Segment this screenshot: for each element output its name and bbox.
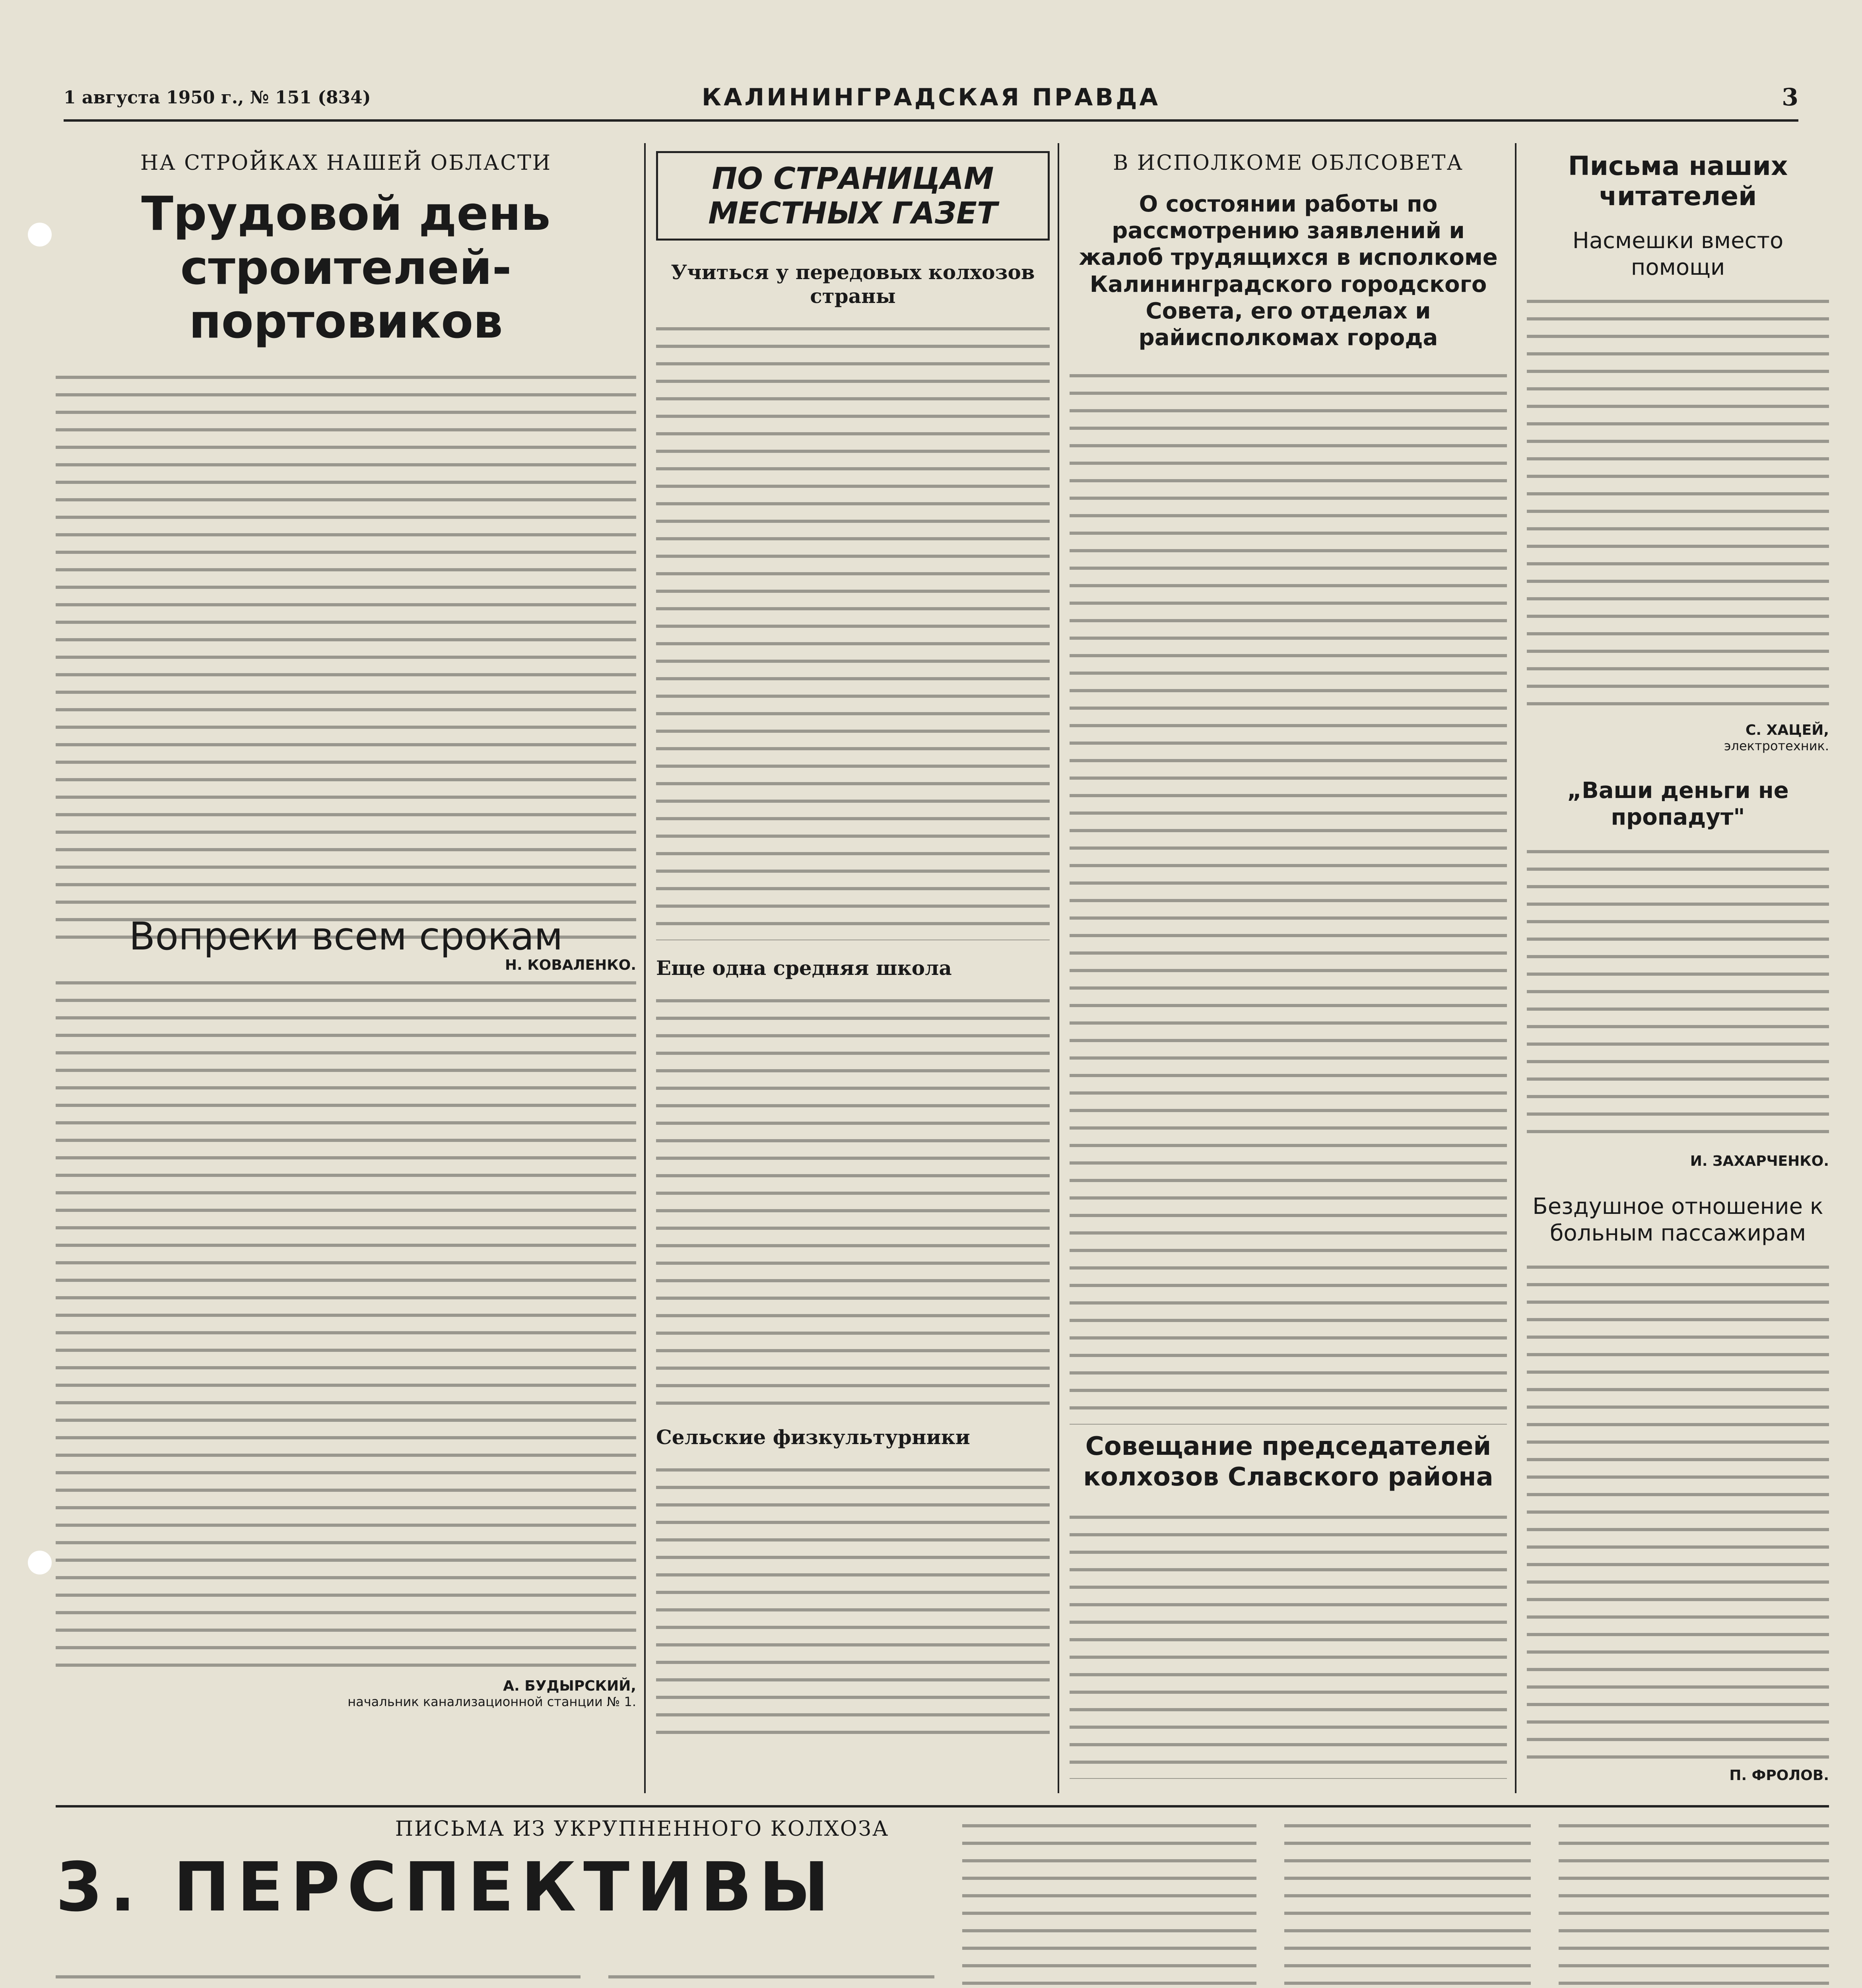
readers-letters-section [1527,151,1829,1784]
rubric: В ИСПОЛКОМЕ ОБЛСОВЕТА [1113,151,1464,175]
rubric: НА СТРОЙКАХ НАШЕЙ ОБЛАСТИ [140,151,552,175]
byline: И. ЗАХАРЧЕНКО. [1690,1153,1829,1169]
article-body [656,320,1050,940]
binding-hole [28,223,52,247]
article-body [1284,1817,1531,1988]
article-body [656,992,1050,1409]
article-headline: Еще одна средняя школа [656,956,952,980]
article-body [1559,1817,1829,1988]
article-body [56,369,636,949]
article-body [656,1461,1050,1740]
article-headline: 3. ПЕРСПЕКТИВЫ [56,1848,837,1927]
article-body [608,1968,934,1988]
byline: А. БУДЫРСКИЙ, [503,1678,636,1695]
byline-position: электротехник. [1724,738,1829,754]
byline: П. ФРОЛОВ. [1729,1767,1829,1784]
rubric: ПИСЬМА ИЗ УКРУПНЕННОГО КОЛХОЗА [395,1817,889,1841]
article-body [56,1968,581,1988]
article-body [1527,843,1829,1145]
byline: С. ХАЦЕЙ, [1745,722,1829,739]
article-body [1070,1508,1507,1779]
byline-position: начальник канализационной станции № 1. [348,1694,636,1710]
article-headline: Трудовой день строителей-портовиков [141,186,551,349]
section-divider [56,1805,1829,1807]
article-headline: „Ваши деньги не пропадут" [1567,778,1789,831]
byline: Н. КОВАЛЕНКО. [505,957,636,974]
section-rubric: Письма наших читателей [1568,151,1788,212]
article-headline: Учиться у передовых колхозов страны [671,260,1035,308]
article-headline: Вопреки всем срокам [129,914,563,959]
article-body [56,974,636,1670]
page-number: 3 [1782,83,1798,111]
article-body [962,1817,1256,1988]
section-rubric: ПО СТРАНИЦАМ МЕСТНЫХ ГАЗЕТ [708,161,998,231]
article-headline: Бездушное отношение к больным пассажирам [1532,1193,1823,1246]
section-rubric-box [656,151,1050,241]
article-kolkhoz-chairmen-meeting [1070,1431,1507,1779]
column-rule [1515,143,1516,1793]
article-headline: О состоянии работы по рассмотрению заявлений и жалоб трудящихся в исполкоме Калининградского городского Совета, его отделах и райисполкомах города [1079,191,1498,351]
article-body [1527,1258,1829,1759]
article-headline: Сельские физкультурники [656,1425,970,1449]
binding-hole [28,1551,52,1574]
column-rule [644,143,646,1793]
article-against-deadlines [56,914,636,1709]
masthead [64,72,1798,122]
article-body [1070,367,1507,1425]
local-newspapers-section [656,151,1050,1740]
issue-date: 1 августа 1950 г., № 151 (834) [64,87,371,108]
article-headline: Совещание председателей колхозов Славского района [1083,1432,1493,1492]
article-complaints-review [1070,151,1507,1425]
article-port-builders [56,151,636,973]
article-headline: Насмешки вместо помощи [1572,227,1784,280]
newspaper-title: КАЛИНИНГРАДСКАЯ ПРАВДА [701,83,1161,111]
column-rule [1058,143,1059,1793]
article-body [1527,293,1829,714]
